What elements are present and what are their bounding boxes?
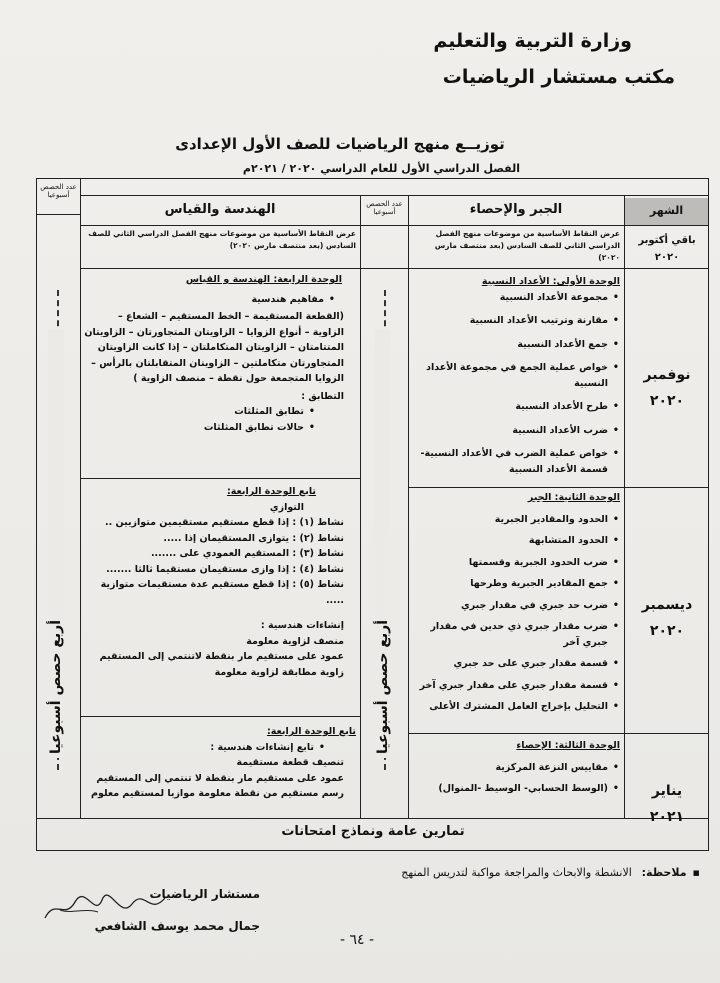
- list-item: • خواص عملية الجمع في مجموعة الأعداد النسبية: [412, 360, 608, 391]
- month-january: يناير ٢٠٢١: [649, 783, 685, 825]
- list-item: • مقارنة وترتيب الأعداد النسبية: [412, 313, 608, 329]
- unit-title: الوحدة الأولى: الأعداد النسبية: [481, 276, 620, 287]
- list-item: نشاط (٤) : إذا وازى مستقيمان مستقيما ثالثا .......: [106, 563, 344, 575]
- list-item: عمود على مستقيم مار بنقطة لا تنتمي إلى المستقيم: [96, 772, 344, 784]
- unit-title: تابع الوحدة الرابعة:: [226, 486, 316, 497]
- algebra-january-cell: [412, 738, 620, 797]
- algebra-column-header: الجبر والإحصاء: [469, 202, 563, 217]
- unit-title: الوحدة الثالثة: الإحصاء: [516, 740, 620, 751]
- month-column-header: الشهر: [649, 204, 684, 217]
- list-item: رسم مستقيم من نقطة معلومة موازيا لمستقيم معلوم: [91, 788, 344, 799]
- geometry-column-header: الهندسة والقياس: [164, 202, 276, 217]
- list-item: • ضرب الحدود الجبرية وقسمتها: [412, 555, 608, 571]
- list-item: • ضرب مقدار جبري ذي حدين في مقدار جبري آخر: [412, 619, 608, 650]
- geometry-january-cell: [84, 724, 356, 802]
- list-item: • تابع إنشاءات هندسية :: [84, 740, 314, 756]
- list-item: التوازي: [269, 501, 304, 513]
- unit-title: الوحدة الثانية: الجبر: [527, 492, 620, 503]
- signature-title: مستشار الرياضيات: [149, 887, 260, 901]
- list-item: • خواص عملية الضرب في الأعداد النسبية-قسمة الأعداد النسبية: [412, 446, 608, 477]
- list-item: • تطابق المثلثات: [84, 404, 304, 420]
- algebra-november-cell: [412, 274, 620, 477]
- month-october: باقي أكتوبر ٢٠٢٠: [638, 235, 696, 263]
- list-item: • قسمة مقدار جبري على مقدار جبري آخر: [412, 678, 608, 694]
- office-header: مكتب مستشار الرياضيات: [442, 66, 675, 88]
- list-item: نشاط (٢) : يتوازى المستقيمان إذا .....: [163, 532, 344, 544]
- list-item: • التحليل بإخراج العامل المشترك الأعلى: [412, 699, 608, 715]
- exercises-row: تمارين عامة ونماذج امتحانات: [281, 824, 465, 839]
- list-item: • الحدود والمقادير الجبرية: [412, 512, 608, 528]
- note-text: الانشطة والابحاث والمراجعة مواكبة لتدريس المنهج: [401, 866, 632, 879]
- month-november: نوفمبر ٢٠٢٠: [643, 367, 691, 409]
- list-item: • قسمة مقدار جبري على حد جبري: [412, 656, 608, 672]
- list-item: • مجموعة الأعداد النسبية: [412, 290, 608, 306]
- list-item: نشاط (٣) : المستقيم العمودي على .......: [150, 548, 344, 559]
- document-subtitle: الفصل الدراسي الأول للعام الدراسي ٢٠٢٠ / ٢٠٢١م: [242, 162, 520, 175]
- geometry-weekly-hours-label: أربع حصص أسبوعيا: [48, 330, 64, 758]
- note-label: ملاحظة:: [641, 866, 687, 879]
- list-item: • الحدود المتشابهة: [412, 533, 608, 549]
- list-item: • ضرب حد جبري في مقدار جبري: [412, 598, 608, 614]
- document-title: توزيــع منهج الرياضيات للصف الأول الإعدادى: [175, 135, 505, 153]
- list-item: عمود على مستقيم مار بنقطة لاتنتمي إلى المستقيم: [99, 651, 344, 662]
- algebra-weekly-hours-label: أربع حصص أسبوعيا: [375, 330, 391, 758]
- list-item: • طرح الأعداد النسبية: [412, 399, 608, 415]
- list-item: • جمع المقادير الجبرية وطرحها: [412, 576, 608, 592]
- unit-title: الوحدة الرابعة: الهندسة و القياس: [185, 274, 342, 285]
- page-number: - ٦٤ -: [340, 932, 375, 948]
- list-item: إنشاءات هندسية :: [260, 620, 344, 631]
- geometry-december-cell: [84, 484, 356, 680]
- list-item: • جمع الأعداد النسبية: [412, 337, 608, 353]
- list-item: • (الوسط الحسابي- الوسيط -المنوال): [412, 781, 608, 797]
- algebra-hours-header: عدد الحصص أسبوعيا: [366, 200, 403, 216]
- geometry-review-note: عرض النقاط الأساسية من موضوعات منهج الفصل الدراسي الثاني للصف السادس (بعد منتصف مارس ٢٠٢٠): [88, 229, 356, 250]
- unit-title: تابع الوحدة الرابعة:: [266, 726, 356, 737]
- geometry-november-cell: [84, 272, 356, 435]
- list-item: نشاط (٥) : إذا قطع مستقيم عدة مستقيمات متوازية .....: [100, 579, 344, 606]
- ministry-header: وزارة التربية والتعليم: [433, 30, 632, 52]
- signature-name: جمال محمد يوسف الشافعي: [94, 919, 260, 933]
- algebra-december-cell: [412, 490, 620, 715]
- list-item: • مقاييس النزعة المركزية: [412, 760, 608, 776]
- geometry-hours-header: عدد الحصص أسبوعيا: [40, 183, 77, 199]
- list-item: زاوية مطابقة لزاوية معلومة: [214, 666, 344, 678]
- list-item: نشاط (١) : إذا قطع مستقيم مستقيمين متوازيين ..: [105, 517, 344, 528]
- list-item: (القطعة المستقيمة – الخط المستقيم – الشعاع – الزاوية – أنواع الزوايا – الزاويتان المتجاورتان – الزاويتان المتتامتان – الزاويتان المتكاملتان – إذا كانت الزاويتان المتجاورتان متكاملتين – الزاويتان المتقابلتان بالرأس – الزوايا المتجمعة حول نقطة – منصف الزاوية ): [84, 311, 344, 384]
- month-december: ديسمبر ٢٠٢٠: [641, 597, 693, 639]
- list-item: • مفاهيم هندسية: [84, 292, 324, 308]
- list-item: • ضرب الأعداد النسبية: [412, 423, 608, 439]
- list-item: تنصيف قطعة مستقيمة: [236, 757, 344, 768]
- note: ▪ملاحظة: الانشطة والابحاث والمراجعة مواكبة لتدريس المنهج: [401, 866, 700, 879]
- list-item: • حالات تطابق المثلثات: [84, 420, 304, 436]
- list-item: التطابق :: [301, 390, 344, 402]
- algebra-review-note: عرض النقاط الأساسية من موضوعات منهج الفصل الدراسي الثاني للصف السادس (بعد منتصف مارس ٢٠٢٠): [434, 229, 620, 262]
- list-item: منصف لزاوية معلومة: [246, 635, 344, 647]
- handwritten-signature: [40, 890, 170, 926]
